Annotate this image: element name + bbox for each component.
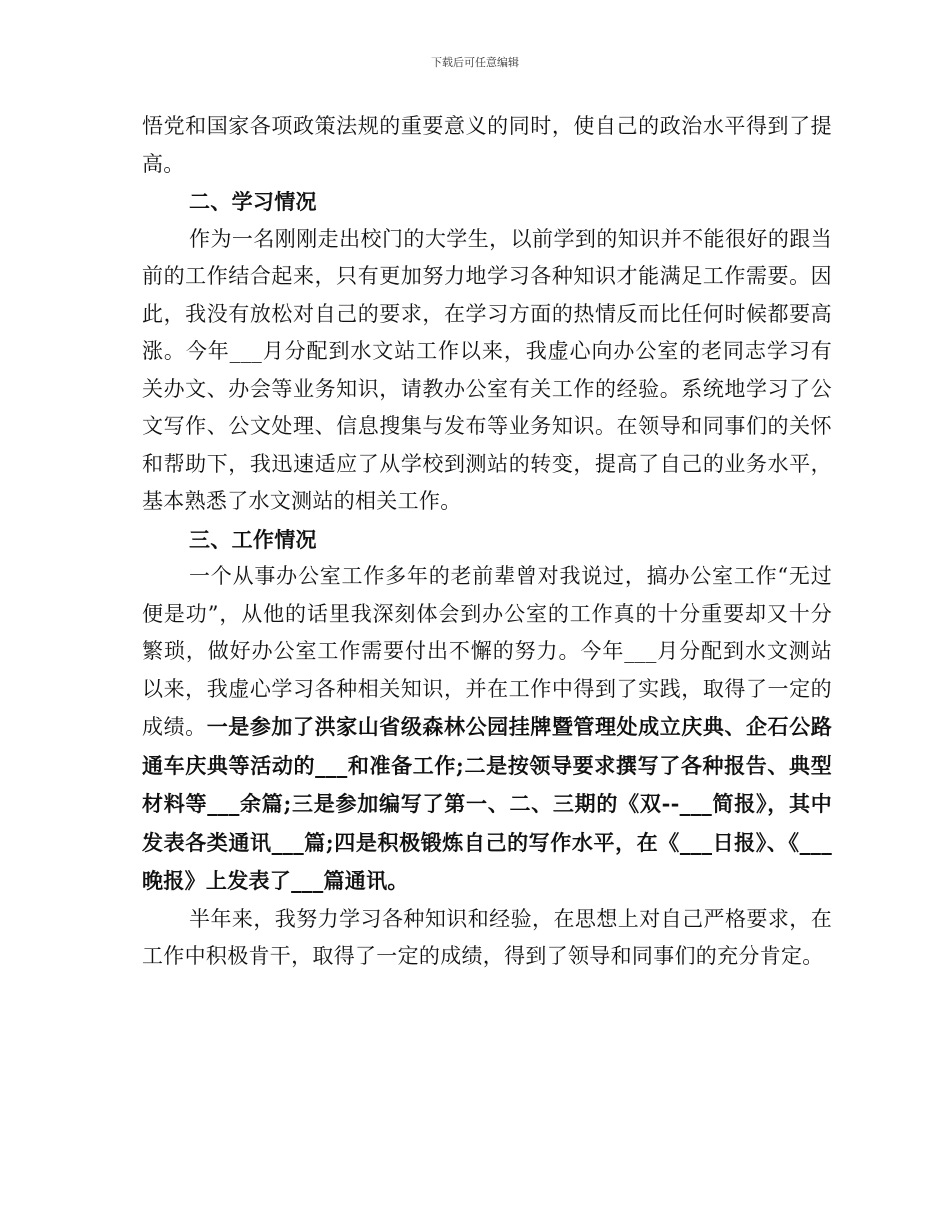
- paragraph-summary: 半年来，我努力学习各种知识和经验，在思想上对自己严格要求，在工作中积极肯干，取得了一定的成绩，得到了领导和同事们的充分肯定。: [142, 906, 832, 968]
- document-body: [142, 108, 832, 976]
- paragraph-continuation: 悟党和国家各项政策法规的重要意义的同时，使自己的政治水平得到了提高。: [142, 114, 832, 176]
- section-heading-study: 二、学习情况: [189, 189, 317, 214]
- paragraph-study: 作为一名刚刚走出校门的大学生，以前学到的知识并不能很好的跟当前的工作结合起来，只有更加努力地学习各种知识才能满足工作需要。因此，我没有放松对自己的要求，在学习方面的热情反而比任何时候都要高涨。今年___月分配到水文站工作以来，我虚心向办公室的老同志学习有关办文、办会等业务知识，请教办公室有关工作的经验。系统地学习了公文写作、公文处理、信息搜集与发布等业务知识。在领导和同事们的关怀和帮助下，我迅速适应了从学校到测站的转变，提高了自己的业务水平，基本熟悉了水文测站的相关工作。: [142, 226, 832, 513]
- paragraph-work-normal-text: 一个从事办公室工作多年的老前辈曾对我说过，搞办公室工作“无过便是功”，从他的话里我深刻体会到办公室的工作真的十分重要却又十分繁琐，做好办公室工作需要付出不懈的努力。今年___月分配到水文测站以来，我虚心学习各种相关知识，并在工作中得到了实践，取得了一定的成绩。: [142, 564, 832, 739]
- paragraph-work-bold-text: 一是参加了洪家山省级森林公园挂牌暨管理处成立庆典、企石公路通车庆典等活动的___和准备工作;二是按领导要求撰写了各种报告、典型材料等___余篇;三是参加编写了第一、二、三期的《双--___简报》，其中发表各类通讯___篇;四是积极锻炼自己的写作水平，在《___日报》、《___晚报》上发表了___篇通讯。: [142, 714, 832, 893]
- page-header: 下载后可任意编辑: [431, 56, 519, 69]
- section-heading-work: 三、工作情况: [189, 526, 317, 552]
- paragraph-work: [142, 558, 832, 901]
